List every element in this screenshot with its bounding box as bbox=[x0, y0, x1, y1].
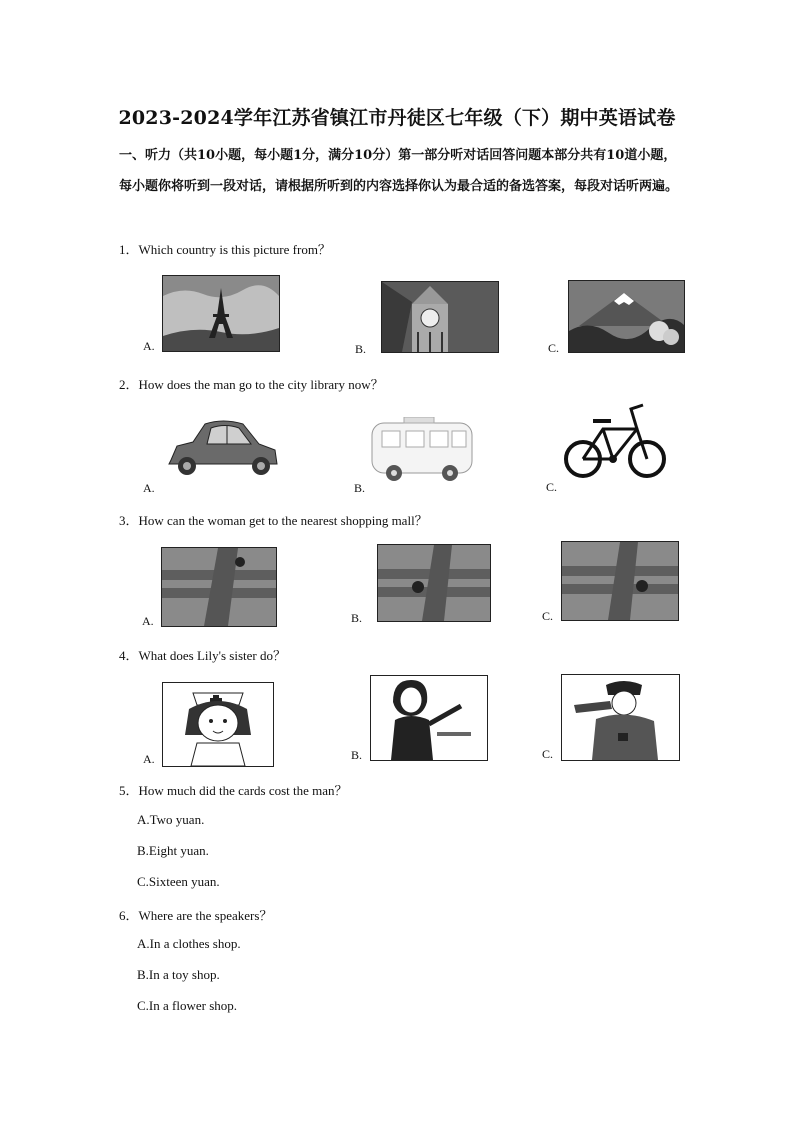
option-3c-label: C. bbox=[542, 609, 554, 623]
option-1a-label: A. bbox=[143, 339, 155, 353]
police-officer-image[interactable] bbox=[561, 674, 680, 761]
map-c-image[interactable] bbox=[561, 541, 679, 621]
option-6a[interactable]: A.In a clothes shop. bbox=[137, 936, 241, 951]
question-5: 5．How much did the cards cost the man？ bbox=[119, 783, 348, 798]
option-2b-label: B. bbox=[354, 481, 366, 495]
question-1: 1．Which country is this picture from？ bbox=[119, 242, 331, 257]
option-5b[interactable]: B.Eight yuan. bbox=[137, 843, 209, 858]
question-6: 6．Where are the speakers？ bbox=[119, 908, 273, 923]
map-a-image[interactable] bbox=[161, 547, 277, 627]
bus-image[interactable] bbox=[368, 417, 480, 486]
mount-fuji-image[interactable] bbox=[568, 280, 685, 353]
option-6b[interactable]: B.In a toy shop. bbox=[137, 967, 220, 982]
option-5a[interactable]: A.Two yuan. bbox=[137, 812, 205, 827]
option-2a-label: A. bbox=[143, 481, 155, 495]
option-6c[interactable]: C.In a flower shop. bbox=[137, 998, 238, 1013]
question-4: 4．What does Lily's sister do？ bbox=[119, 648, 286, 663]
businesswoman-image[interactable] bbox=[370, 675, 488, 761]
option-4c-label: C. bbox=[542, 747, 554, 761]
eiffel-tower-image[interactable] bbox=[162, 275, 280, 352]
option-1c-label: C. bbox=[548, 341, 560, 355]
bicycle-image[interactable] bbox=[563, 403, 667, 480]
option-5c[interactable]: C.Sixteen yuan. bbox=[137, 874, 220, 889]
option-1b-label: B. bbox=[355, 342, 367, 356]
question-3: 3．How can the woman get to the nearest shopping mall？ bbox=[119, 513, 428, 528]
listening-instructions: 一、听力（共10小题，每小题1分，满分10分）第一部分听对话回答问题本部分共有10道小题，每小题你将听到一段对话，请根据所听到的内容选择你认为最合适的备选答案，每段对话听两遍。 bbox=[119, 148, 679, 194]
option-2c-label: C. bbox=[546, 480, 558, 494]
question-2: 2．How does the man go to the city library now？ bbox=[119, 377, 384, 392]
exam-title: 2023-2024学年江苏省镇江市丹徒区七年级（下）期中英语试卷 bbox=[118, 107, 676, 129]
option-4b-label: B. bbox=[351, 748, 363, 762]
car-image[interactable] bbox=[163, 418, 283, 481]
nurse-image[interactable] bbox=[162, 682, 274, 767]
option-3a-label: A. bbox=[142, 614, 154, 628]
option-4a-label: A. bbox=[143, 752, 155, 766]
map-b-image[interactable] bbox=[377, 544, 491, 622]
option-3b-label: B. bbox=[351, 611, 363, 625]
big-ben-image[interactable] bbox=[381, 281, 499, 353]
